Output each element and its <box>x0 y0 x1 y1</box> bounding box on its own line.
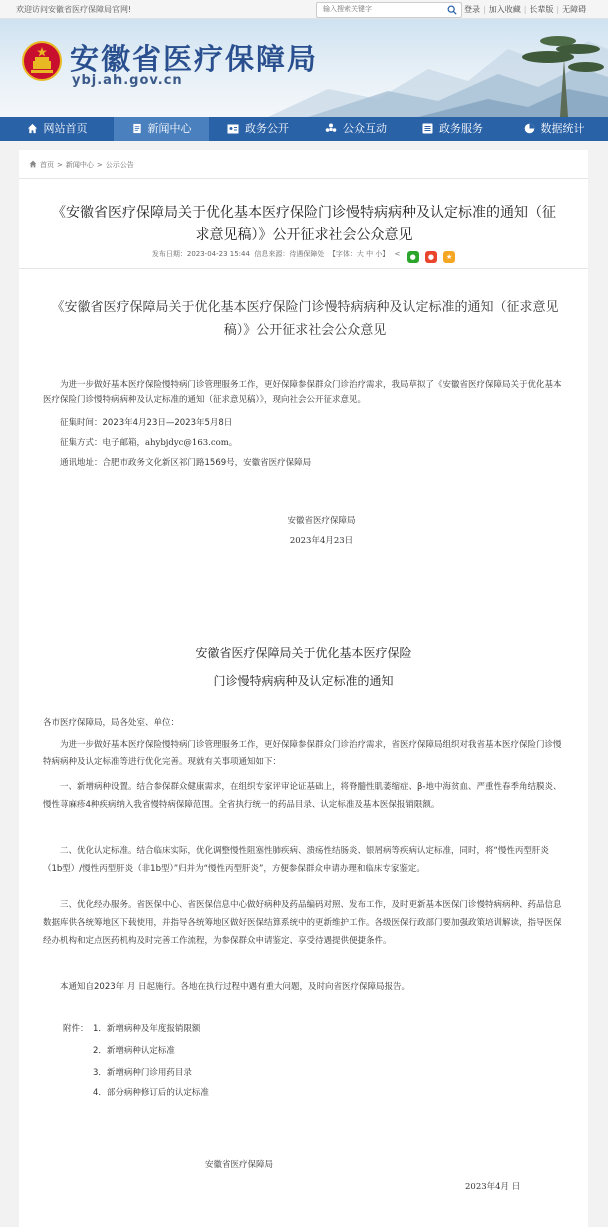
breadcrumb-home[interactable]: 首页 <box>40 161 54 169</box>
service-icon <box>422 123 433 134</box>
add-favorite-link[interactable]: 加入收藏 <box>488 5 521 14</box>
notice-item-3: 三、优化经办服务。省医保中心、省医保信息中心做好病种及药品编码对照、发布工作，及时更新基本医保门诊慢特病病种、药品信息数据库供各统筹地区下载使用，并指导各统筹地区做好医保结算系统中的更新维护工作。各级医保行政部门要加强政策培训解读，指导医保经办机构和定点医药机构及时完善工作流程，为参保群众申请鉴定、享受待遇提供便捷条件。 <box>43 900 562 946</box>
top-links: 登录 | 加入收藏 | 长辈版 | 无障碍 <box>464 5 587 14</box>
mailing-address: 通讯地址：合肥市政务文化新区祁门路1569号，安徽省医疗保障局 <box>60 458 312 468</box>
nav-item-government-affairs[interactable] <box>209 117 307 141</box>
article-meta <box>19 249 588 263</box>
font-size-control[interactable]: 【字体：大 中 小】 <box>328 250 390 258</box>
nav-item-label: 数据统计 <box>540 122 585 135</box>
article-subtitle: 《安徽省医疗保障局关于优化基本医疗保险门诊慢特病病种及认定标准的通知（征求意见稿）》公开征求社会公众意见 <box>51 300 559 338</box>
main-nav <box>0 117 608 141</box>
nav-item-home[interactable] <box>0 117 114 141</box>
id-card-icon <box>227 124 239 134</box>
notice-title-line1: 安徽省医疗保障局关于优化基本医疗保险 <box>195 646 412 660</box>
site-header <box>0 19 608 117</box>
wechat-icon[interactable]: ● <box>407 251 419 263</box>
publish-date: 发布日期：2023-04-23 15:44 <box>151 250 250 258</box>
article-title: 《安徽省医疗保障局关于优化基本医疗保险门诊慢特病病种及认定标准的通知（征求意见稿）》公开征求社会公众意见 <box>52 205 556 243</box>
breadcrumb: 首页 > 新闻中心 > 公示公告 <box>29 160 134 170</box>
collection-method: 征集方式：电子邮箱，ahybjdyc@163.com。 <box>60 438 238 448</box>
qzone-icon[interactable]: ★ <box>443 251 455 263</box>
people-icon <box>325 123 337 134</box>
login-link[interactable]: 登录 <box>464 5 480 14</box>
site-title: 安徽省医疗保障局 <box>70 42 319 76</box>
sign-date: 2023年4月23日 <box>289 536 354 546</box>
search-box[interactable] <box>316 2 462 18</box>
divider <box>19 178 588 179</box>
nav-item-label: 新闻中心 <box>147 122 192 135</box>
effective-date: 本通知自2023年 月 日起施行。各地在执行过程中遇有重大问题，及时向省医疗保障局报告。 <box>60 982 411 992</box>
accessibility-link[interactable]: 无障碍 <box>562 5 587 14</box>
site-domain: ybj.ah.gov.cn <box>72 73 183 88</box>
nav-item-label: 网站首页 <box>43 122 88 135</box>
notice-item-2: 二、优化认定标准。结合临床实际，优化调整慢性阻塞性肺疾病、溃疡性结肠炎、银屑病等疾病认定标准，同时，将“慢性丙型肝炎（1b型）/慢性丙型肝炎（非1b型）”归并为“慢性丙型肝炎”，方便参保群众申请办理和临床专家鉴定。 <box>43 846 549 874</box>
nav-item-public-interaction[interactable] <box>307 117 405 141</box>
notice-title-line2: 门诊慢特病病种及认定标准的通知 <box>213 674 394 688</box>
breadcrumb-news[interactable]: 新闻中心 <box>65 161 94 169</box>
notice-intro: 为进一步做好基本医疗保险慢特病门诊管理服务工作，更好保障参保群众门诊治疗需求，省医疗保障局组织对我省基本医疗保险门诊慢特病病种及认定标准等进行优化完善。现就有关事项通知如下： <box>43 740 562 767</box>
mountain-pine-illustration <box>268 19 608 117</box>
welcome-text: 欢迎访问安徽省医疗保障局官网! <box>16 5 132 14</box>
document-icon <box>132 123 142 134</box>
breadcrumb-announcements[interactable]: 公示公告 <box>105 161 134 169</box>
footer-date: 2023年4月 日 <box>465 1182 521 1192</box>
share-icon[interactable]: < <box>394 250 401 258</box>
attachment-item[interactable]: 1．新增病种及年度报销限额 <box>93 1024 201 1034</box>
attachment-item[interactable]: 2．新增病种认定标准 <box>93 1046 175 1056</box>
top-bar <box>0 0 608 19</box>
nav-item-label: 公众互动 <box>343 122 387 135</box>
weibo-icon[interactable]: ● <box>425 251 437 263</box>
nav-item-statistics[interactable] <box>500 117 608 141</box>
elder-version-link[interactable]: 长辈版 <box>529 5 554 14</box>
footer-organization: 安徽省医疗保障局 <box>205 1160 274 1170</box>
divider <box>19 268 588 269</box>
home-icon <box>27 123 38 134</box>
nav-item-government-services[interactable] <box>405 117 500 141</box>
intro-paragraph: 为进一步做好基本医疗保险慢特病门诊管理服务工作，更好保障参保群众门诊治疗需求，我局草拟了《安徽省医疗保障局关于优化基本医疗保险门诊慢特病病种及认定标准的通知（征求意见稿）》，现向社会公开征求意见。 <box>43 380 562 405</box>
nav-item-label: 政务公开 <box>245 122 289 135</box>
search-icon[interactable] <box>447 5 457 15</box>
home-icon <box>29 160 37 168</box>
attachment-item[interactable]: 4．部分病种修订后的认定标准 <box>93 1088 209 1098</box>
collection-time: 征集时间：2023年4月23日—2023年5月8日 <box>60 418 233 428</box>
nav-item-news[interactable] <box>114 117 209 141</box>
search-input[interactable] <box>317 3 433 15</box>
attachments-label: 附件： <box>63 1024 89 1034</box>
sign-organization: 安徽省医疗保障局 <box>287 516 356 526</box>
national-emblem-icon <box>22 41 62 81</box>
salutation: 各市医疗保障局，局各处室、单位： <box>43 718 180 728</box>
info-source: 信息来源：待遇保障处 <box>254 250 325 258</box>
article-container <box>19 150 588 1227</box>
nav-item-label: 政务服务 <box>439 122 483 135</box>
notice-item-1: 一、新增病种设置。结合参保群众健康需求，在组织专家评审论证基础上，将脊髓性肌萎缩症、β-地中海贫血、严重性春季角结膜炎、慢性荨麻疹4种疾病纳入我省慢特病保障范围。全省执行统一的药品目录、认定标准及基本医保报销限额。 <box>43 782 562 810</box>
pie-chart-icon <box>524 123 535 134</box>
attachment-item[interactable]: 3．新增病种门诊用药目录 <box>93 1068 192 1078</box>
